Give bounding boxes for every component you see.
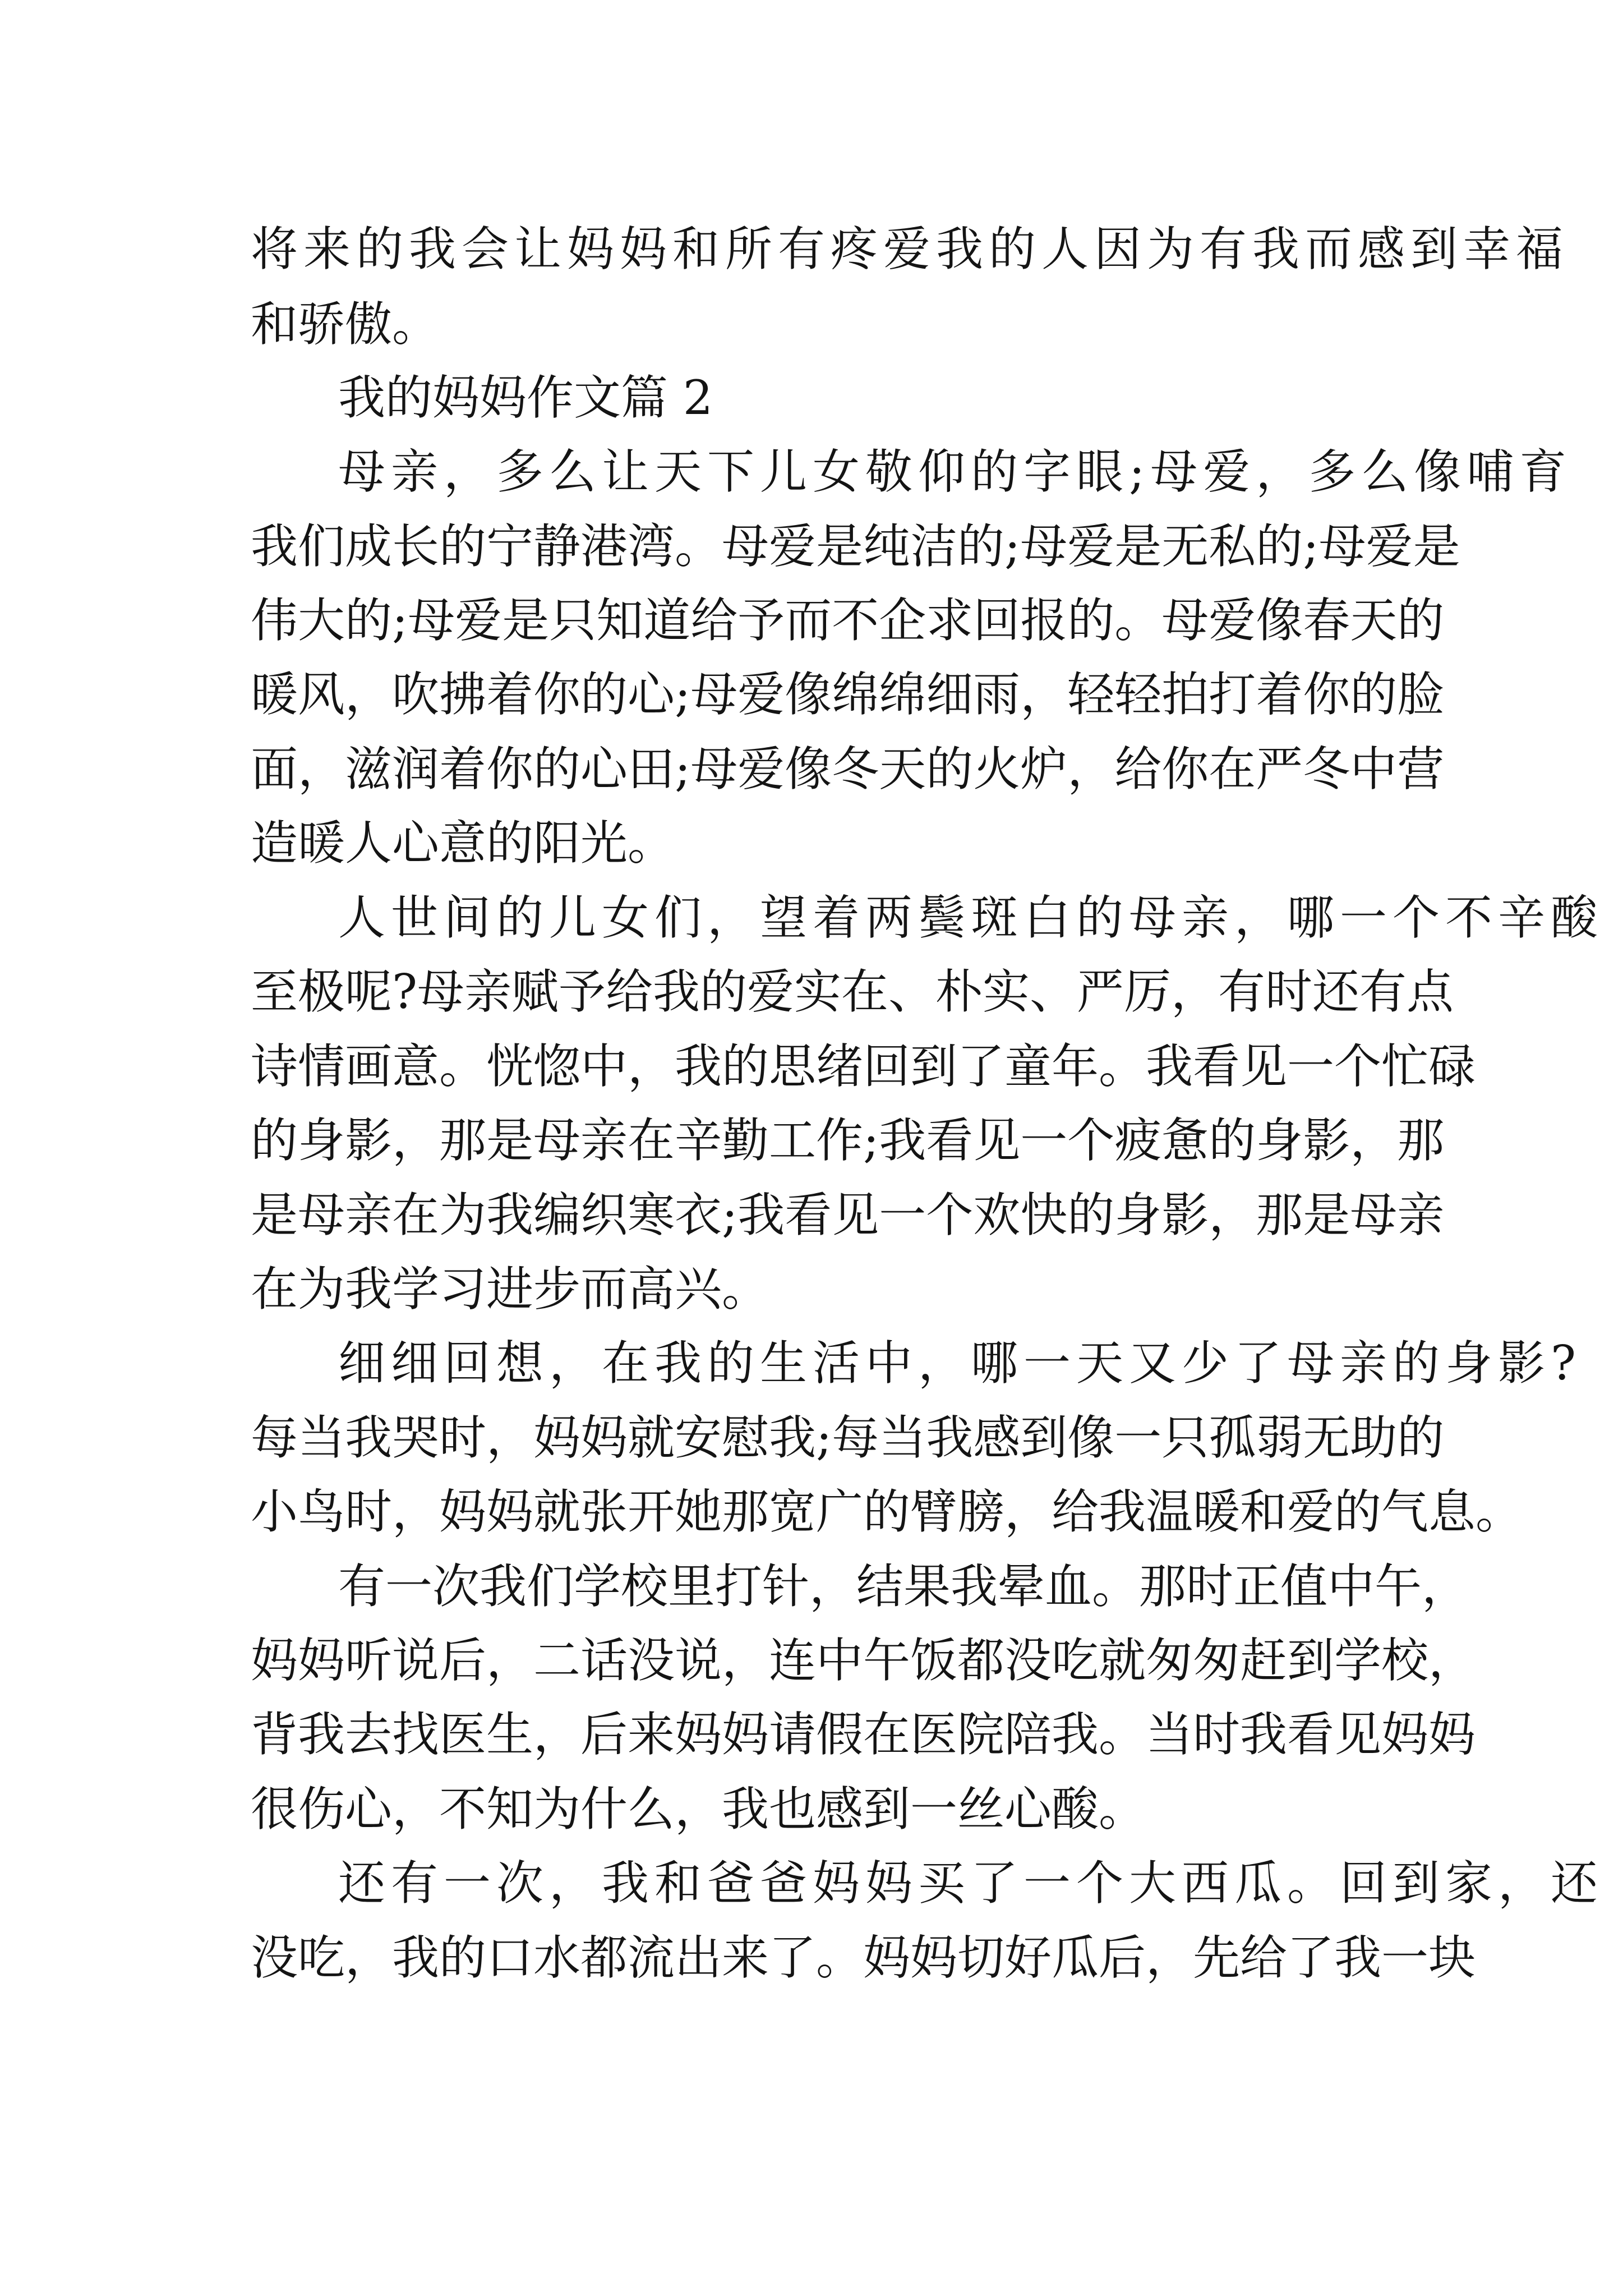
- text-line: 在为我学习进步而高兴。: [251, 1262, 769, 1317]
- text-line: 小鸟时，妈妈就张开她那宽广的臂膀，给我温暖和爱的气息。: [251, 1484, 1523, 1539]
- text-line: 每当我哭时，妈妈就安慰我;每当我感到像一只孤弱无助的: [251, 1410, 1445, 1465]
- text-line: 是母亲在为我编织寒衣;我看见一个欢快的身影，那是母亲: [251, 1188, 1445, 1243]
- text-line: 有一次我们学校里打针，结果我晕血。那时正值中午，: [338, 1559, 1469, 1614]
- text-line: 背我去找医生，后来妈妈请假在医院陪我。当时我看见妈妈: [251, 1707, 1476, 1762]
- section-heading: 我的妈妈作文篇 2: [338, 370, 713, 425]
- text-line: 将来的我会让妈妈和所有疼爱我的人因为有我而感到幸福: [251, 222, 1569, 277]
- text-line: 很伤心，不知为什么，我也感到一丝心酸。: [251, 1782, 1146, 1837]
- text-line: 人世间的儿女们，望着两鬓斑白的母亲，哪一个不辛酸: [338, 890, 1604, 945]
- text-line: 面，滋润着你的心田;母爱像冬天的火炉，给你在严冬中营: [251, 742, 1445, 797]
- text-line: 至极呢?母亲赋予给我的爱实在、朴实、严厉，有时还有点: [251, 964, 1454, 1019]
- text-line: 造暖人心意的阳光。: [251, 816, 675, 871]
- text-line: 没吃，我的口水都流出来了。妈妈切好瓜后，先给了我一块: [251, 1930, 1476, 1985]
- text-line: 还有一次，我和爸爸妈妈买了一个大西瓜。回到家，还: [338, 1856, 1604, 1911]
- text-line: 妈妈听说后，二话没说，连中午饭都没吃就匆匆赶到学校，: [251, 1633, 1476, 1688]
- text-line: 伟大的;母爱是只知道给予而不企求回报的。母爱像春天的: [251, 593, 1445, 648]
- text-line: 和骄傲。: [251, 297, 440, 352]
- text-line: 暖风，吹拂着你的心;母爱像绵绵细雨，轻轻拍打着你的脸: [251, 667, 1445, 722]
- text-line: 诗情画意。恍惚中，我的思绪回到了童年。我看见一个忙碌: [251, 1039, 1476, 1094]
- text-line: 细细回想，在我的生活中，哪一天又少了母亲的身影?: [338, 1336, 1582, 1391]
- text-line: 我们成长的宁静港湾。母爱是纯洁的;母爱是无私的;母爱是: [251, 519, 1460, 574]
- text-line: 母亲，多么让天下儿女敬仰的字眼;母爱，多么像哺育: [338, 444, 1573, 499]
- text-line: 的身影，那是母亲在辛勤工作;我看见一个疲惫的身影，那: [251, 1113, 1445, 1168]
